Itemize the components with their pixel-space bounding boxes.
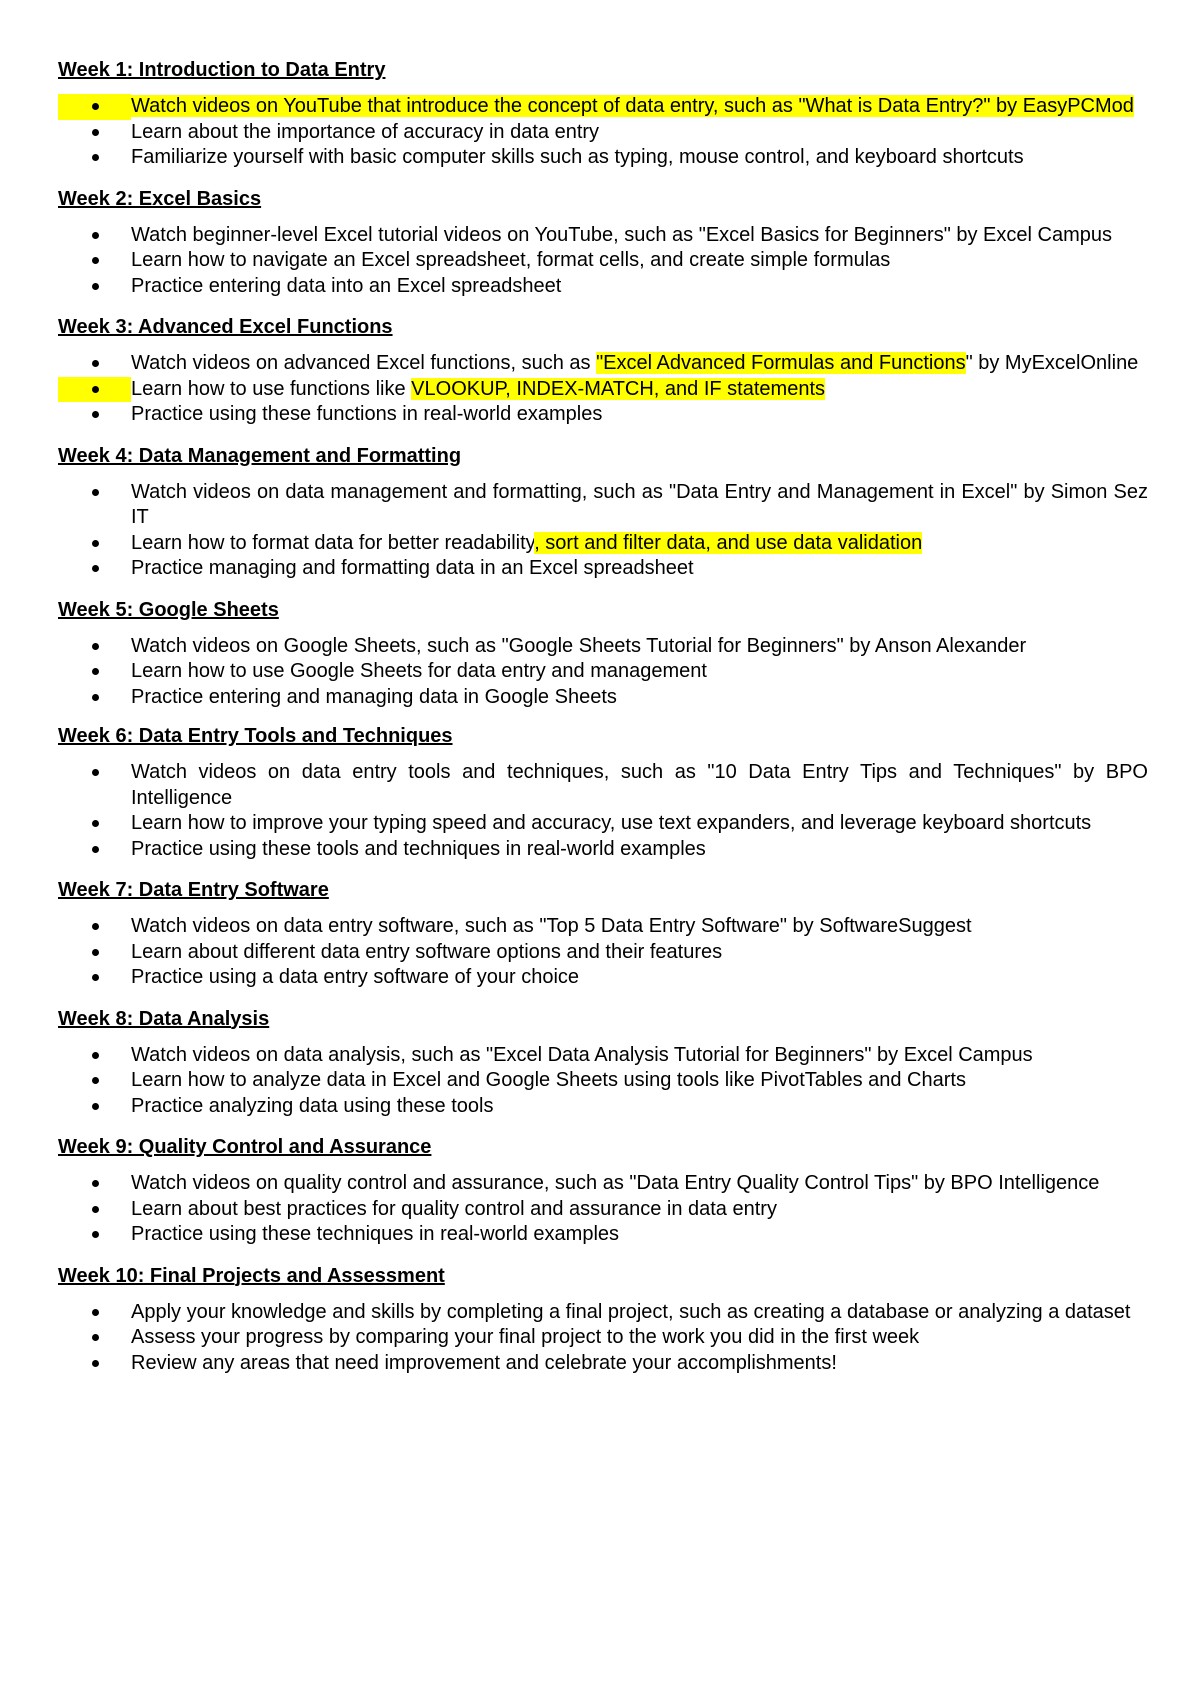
week-section bbox=[58, 878, 1148, 991]
bullet-icon bbox=[58, 1043, 131, 1069]
list-item: Watch videos on data entry software, such as "Top 5 Data Entry Software" by SoftwareSuggest bbox=[58, 914, 1148, 940]
week-heading: Week 10: Final Projects and Assessment bbox=[58, 1264, 445, 1287]
week-section bbox=[58, 1135, 1148, 1248]
list-item: Learn how to navigate an Excel spreadsheet, format cells, and create simple formulas bbox=[58, 248, 1148, 274]
bullet-icon bbox=[58, 1197, 131, 1223]
bullet-icon bbox=[58, 940, 131, 966]
list-item: Practice using these functions in real-world examples bbox=[58, 402, 1148, 428]
week-section bbox=[58, 58, 1148, 171]
week-section bbox=[58, 315, 1148, 428]
week-heading: Week 6: Data Entry Tools and Techniques bbox=[58, 725, 453, 747]
list-item: Practice using these tools and techniques in real-world examples bbox=[58, 837, 1148, 863]
bullet-icon bbox=[58, 1325, 131, 1351]
list-item: Watch videos on advanced Excel functions, such as "Excel Advanced Formulas and Functions" by MyExcelOnline bbox=[58, 351, 1148, 377]
highlighted-text: "Excel Advanced Formulas and Functions bbox=[596, 352, 966, 374]
list-item: Assess your progress by comparing your final project to the work you did in the first week bbox=[58, 1325, 1148, 1351]
list-item: Practice using these techniques in real-world examples bbox=[58, 1222, 1148, 1248]
list-item: Watch videos on data management and formatting, such as "Data Entry and Management in Excel" by Simon Sez IT bbox=[58, 480, 1148, 531]
bullet-list bbox=[58, 94, 1148, 171]
list-item: Practice using a data entry software of your choice bbox=[58, 965, 1148, 991]
list-item: Learn how to analyze data in Excel and Google Sheets using tools like PivotTables and Charts bbox=[58, 1068, 1148, 1094]
bullet-list bbox=[58, 1300, 1148, 1377]
list-item: Learn how to format data for better readability, sort and filter data, and use data validation bbox=[58, 531, 1148, 557]
bullet-icon bbox=[58, 556, 131, 582]
bullet-list bbox=[58, 1043, 1148, 1120]
bullet-icon bbox=[58, 248, 131, 274]
week-section bbox=[58, 598, 1148, 711]
bullet-icon bbox=[58, 965, 131, 991]
bullet-icon bbox=[58, 480, 131, 506]
bullet-icon bbox=[58, 837, 131, 863]
bullet-icon bbox=[58, 914, 131, 940]
list-item: Familiarize yourself with basic computer skills such as typing, mouse control, and keyboard shortcuts bbox=[58, 145, 1148, 171]
week-heading: Week 2: Excel Basics bbox=[58, 187, 262, 210]
week-section bbox=[58, 724, 1148, 862]
bullet-icon bbox=[58, 120, 131, 146]
week-heading: Week 8: Data Analysis bbox=[58, 1007, 270, 1030]
list-item: Apply your knowledge and skills by completing a final project, such as creating a database or analyzing a dataset bbox=[58, 1300, 1148, 1326]
week-section bbox=[58, 1007, 1148, 1120]
list-item: Learn how to improve your typing speed and accuracy, use text expanders, and leverage keyboard shortcuts bbox=[58, 811, 1148, 837]
bullet-icon bbox=[58, 1094, 131, 1120]
list-item: Practice managing and formatting data in an Excel spreadsheet bbox=[58, 556, 1148, 582]
bullet-icon bbox=[58, 1222, 131, 1248]
week-heading: Week 7: Data Entry Software bbox=[58, 879, 329, 901]
list-item: Watch videos on quality control and assurance, such as "Data Entry Quality Control Tips" by BPO Intelligence bbox=[58, 1171, 1148, 1197]
bullet-icon bbox=[58, 1068, 131, 1094]
week-heading: Week 1: Introduction to Data Entry bbox=[58, 59, 386, 81]
list-item: Learn about best practices for quality control and assurance in data entry bbox=[58, 1197, 1148, 1223]
list-item: Learn about the importance of accuracy in data entry bbox=[58, 120, 1148, 146]
bullet-icon bbox=[58, 634, 131, 660]
list-item: Watch beginner-level Excel tutorial videos on YouTube, such as "Excel Basics for Beginners" by Excel Campus bbox=[58, 223, 1148, 249]
bullet-list bbox=[58, 634, 1148, 711]
bullet-icon bbox=[58, 223, 131, 249]
document-body bbox=[58, 58, 1148, 1376]
bullet-list bbox=[58, 223, 1148, 300]
bullet-list bbox=[58, 480, 1148, 582]
bullet-icon bbox=[58, 1351, 131, 1377]
list-item: Watch videos on data analysis, such as "Excel Data Analysis Tutorial for Beginners" by Excel Campus bbox=[58, 1043, 1148, 1069]
bullet-icon bbox=[58, 1300, 131, 1326]
bullet-list bbox=[58, 760, 1148, 862]
bullet-list bbox=[58, 351, 1148, 428]
list-item: Learn how to use functions like VLOOKUP, INDEX-MATCH, and IF statements bbox=[58, 377, 1148, 403]
highlighted-text: VLOOKUP, INDEX-MATCH, and IF statements bbox=[411, 377, 825, 400]
list-item: Learn how to use Google Sheets for data entry and management bbox=[58, 659, 1148, 685]
bullet-icon bbox=[58, 1171, 131, 1197]
bullet-icon bbox=[58, 402, 131, 428]
highlighted-text: , sort and filter data, and use data validation bbox=[534, 531, 923, 554]
week-heading: Week 4: Data Management and Formatting bbox=[58, 444, 462, 467]
list-item: Watch videos on data entry tools and techniques, such as "10 Data Entry Tips and Techniques" by BPO Intelligence bbox=[58, 760, 1148, 811]
week-heading: Week 9: Quality Control and Assurance bbox=[58, 1136, 432, 1158]
list-item: Practice entering and managing data in Google Sheets bbox=[58, 685, 1148, 711]
bullet-icon bbox=[58, 760, 131, 786]
list-item: Learn about different data entry software options and their features bbox=[58, 940, 1148, 966]
week-section bbox=[58, 187, 1148, 300]
week-section bbox=[58, 1264, 1148, 1377]
bullet-icon bbox=[58, 685, 131, 711]
bullet-icon bbox=[58, 274, 131, 300]
list-item: Review any areas that need improvement and celebrate your accomplishments! bbox=[58, 1351, 1148, 1377]
bullet-list bbox=[58, 1171, 1148, 1248]
bullet-list bbox=[58, 914, 1148, 991]
list-item: Practice entering data into an Excel spreadsheet bbox=[58, 274, 1148, 300]
week-heading: Week 3: Advanced Excel Functions bbox=[58, 316, 393, 338]
week-heading: Week 5: Google Sheets bbox=[58, 598, 279, 621]
bullet-icon bbox=[58, 659, 131, 685]
bullet-icon bbox=[58, 145, 131, 171]
list-item: Practice analyzing data using these tools bbox=[58, 1094, 1148, 1120]
week-section bbox=[58, 444, 1148, 582]
list-item: Watch videos on YouTube that introduce the concept of data entry, such as "What is Data Entry?" by EasyPCMod bbox=[58, 94, 1148, 120]
bullet-icon bbox=[58, 531, 131, 557]
bullet-icon bbox=[58, 377, 131, 403]
list-item: Watch videos on Google Sheets, such as "Google Sheets Tutorial for Beginners" by Anson Alexander bbox=[58, 634, 1148, 660]
bullet-icon bbox=[58, 94, 131, 120]
bullet-icon bbox=[58, 811, 131, 837]
bullet-icon bbox=[58, 351, 131, 377]
